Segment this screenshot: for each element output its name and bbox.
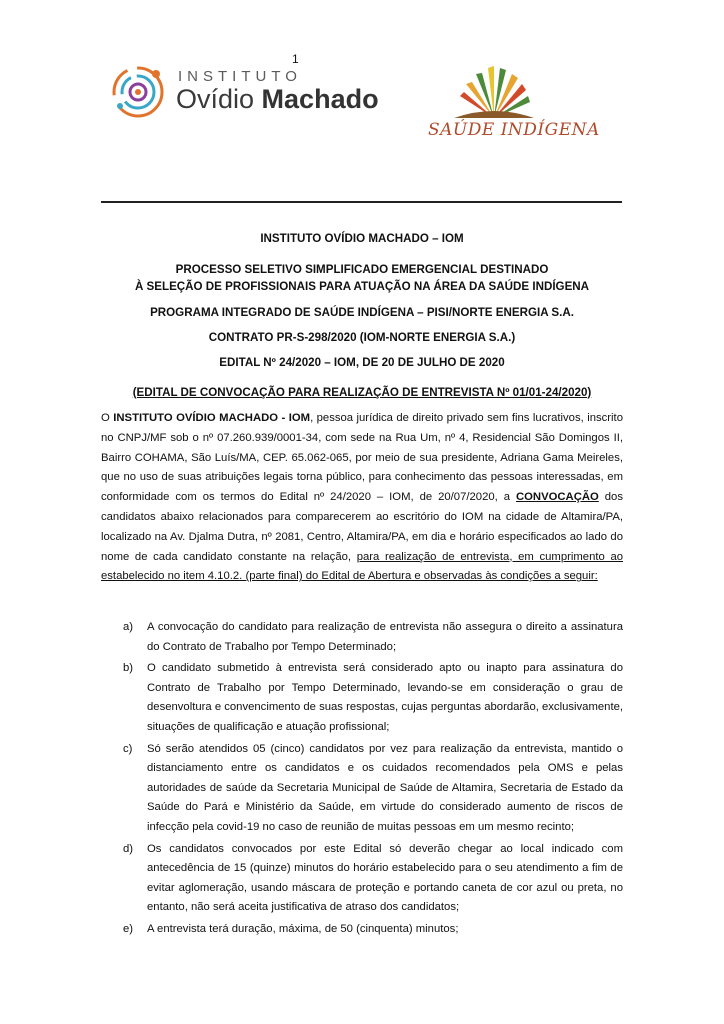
program-title: PROGRAMA INTEGRADO DE SAÚDE INDÍGENA – PISI/NORTE ENERGIA S.A.	[150, 306, 574, 319]
list-item-text: O candidato submetido à entrevista será considerado apto ou inapto para assinatura do Contrato de Trabalho por Tempo Determinado, levando-se em consideração o grau de desenvoltura e convencimento de suas respostas, cujas perguntas abordarão, exclusivamente, situações de qualificação e atuação profissional;	[147, 662, 624, 733]
iom-logo-small-text: INSTITUTO	[178, 68, 302, 85]
list-item-text: A entrevista terá duração, máxima, de 50 (cinquenta) minutos;	[147, 922, 459, 935]
list-item-letter: a)	[123, 621, 134, 633]
list-item-letter: c)	[123, 742, 133, 755]
institute-name: INSTITUTO OVÍDIO MACHADO - IOM	[113, 412, 311, 424]
iom-logo-name-light: Ovídio	[176, 84, 262, 114]
page-number: 1	[292, 52, 299, 66]
edital-title: EDITAL Nº 24/2020 – IOM, DE 20 DE JULHO DE 2020	[219, 356, 505, 369]
process-title-line2: À SELEÇÃO DE PROFISSIONAIS PARA ATUAÇÃO NA ÁREA DA SAÚDE INDÍGENA	[134, 280, 590, 293]
conditions-list	[101, 618, 623, 942]
iom-logo-name	[176, 84, 379, 115]
process-title-line1: PROCESSO SELETIVO SIMPLIFICADO EMERGENCIAL DESTINADO	[175, 263, 549, 276]
list-item-letter: e)	[123, 922, 134, 935]
convocacao-word: CONVOCAÇÃO	[515, 491, 599, 504]
intro-paragraph	[101, 409, 623, 587]
contract-title: CONTRATO PR-S-298/2020 (IOM-NORTE ENERGIA S.A.)	[208, 331, 516, 344]
saude-indigena-text: SAÚDE INDÍGENA	[428, 120, 600, 140]
list-item	[101, 840, 623, 918]
iom-logo	[108, 60, 379, 124]
list-item-text: A convocação do candidato para realização de entrevista não assegura o direito a assinatura do Contrato de Trabalho por Tempo Determinado;	[147, 621, 623, 653]
list-item	[101, 618, 623, 657]
intro-text-3: dos candidatos abaixo relacionados para comparecerem ao escritório do IOM na cidade de Altamira/PA, localizado na Av. Djalma Dutra, nº 2081, Centro, Altamira/PA, em dia e horário especificados ao lado do nome de cada candidato constante na relação,	[101, 491, 623, 563]
header-divider	[101, 201, 622, 203]
feather-headdress-icon	[424, 60, 564, 120]
list-item-letter: d)	[123, 842, 134, 855]
intro-underlined-text: para realização de entrevista, em cumprimento ao estabelecido no item 4.10.2. (parte final) do Edital de Abertura e observadas às condições a seguir:	[101, 550, 624, 583]
iom-symbol-icon	[108, 62, 168, 122]
iom-logo-name-bold: Machado	[261, 84, 379, 114]
intro-text-1: O	[101, 412, 114, 424]
list-item	[101, 920, 623, 940]
list-item-letter: b)	[123, 662, 134, 675]
list-item	[101, 659, 623, 737]
intro-text-2: , pessoa jurídica de direito privado sem fins lucrativos, inscrito no CNPJ/MF sob o nº 07.260.939/0001-34, com sede na Rua Um, nº 4, Residencial São Domingos II, Bairro COHAMA, São Luís/MA, CEP. 65.062-065, por meio de sua presidente, Adriana Gama Meireles, que no uso de suas atribuições legais torna público, para conhecimento das pessoas interessadas, em conformidade com os termos do Edital nº 24/2020 – IOM, de 20/07/2020, a	[101, 412, 623, 504]
list-item-text: Só serão atendidos 05 (cinco) candidatos por vez para realização da entrevista, mantido o distanciamento entre os candidatos e os cuidados recomendados pela OMS e pelas autoridades de saúde da Secretaria Municipal de Saúde de Altamira, Secretaria de Estado da Saúde do Pará e Ministério da Saúde, em virtude do considerado aumento de riscos de infecção pela covid-19 no caso de reunião de muitas pessoas em um mesmo recinto;	[147, 742, 623, 833]
institute-title: INSTITUTO OVÍDIO MACHADO – IOM	[260, 232, 464, 245]
saude-indigena-logo	[424, 60, 600, 150]
list-item	[101, 740, 623, 838]
list-item-text: Os candidatos convocados por este Edital só deverão chegar ao local indicado com antecedência de 15 (quinze) minutos do horário estabelecido para o seu atendimento a fim de evitar aglomeração, usando máscara de proteção e portando caneta de cor azul ou preta, no entanto, não será aceita justificativa de atraso dos candidatos;	[147, 842, 623, 914]
convocation-title: (EDITAL DE CONVOCAÇÃO PARA REALIZAÇÃO DE ENTREVISTA Nº 01/01-24/2020)	[132, 386, 592, 399]
